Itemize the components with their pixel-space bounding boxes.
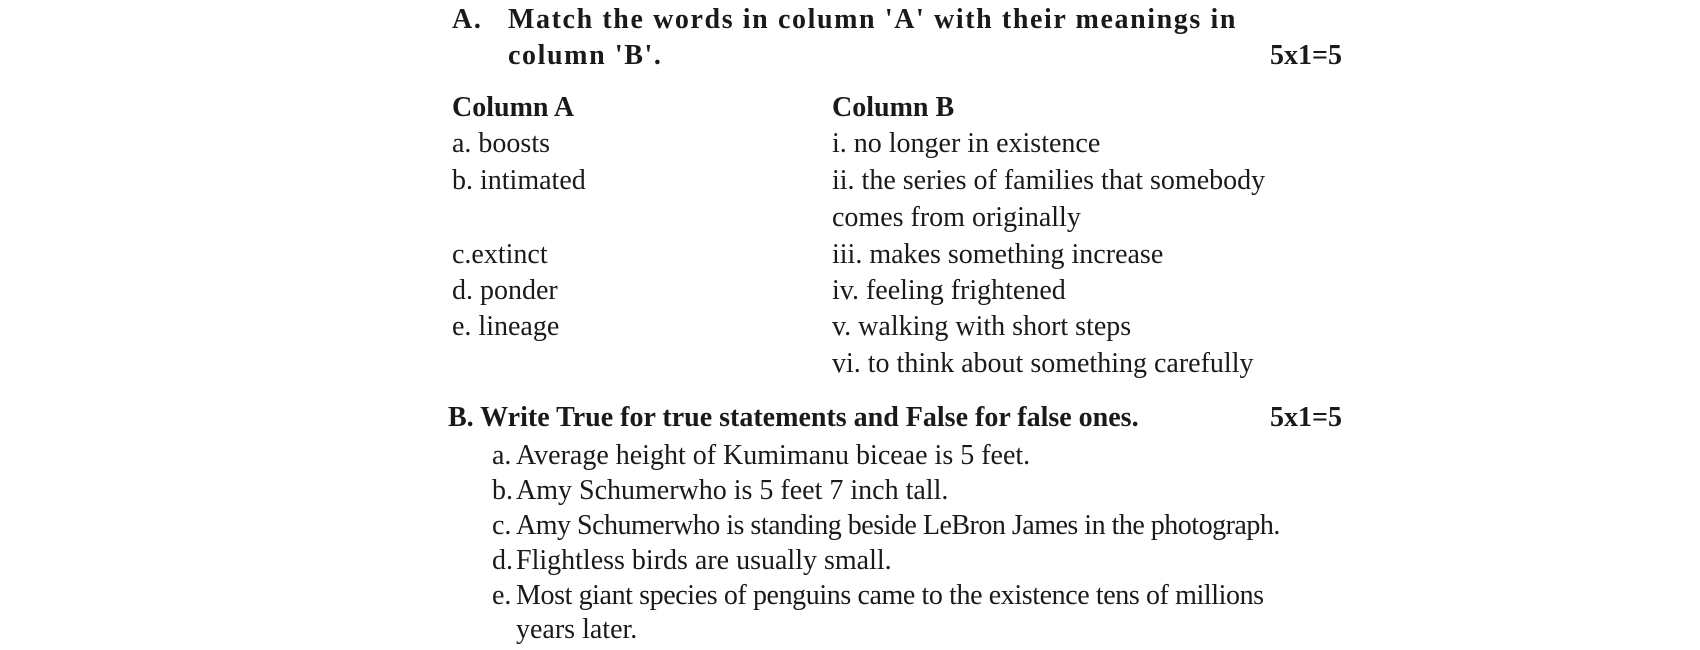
column-a-item: e. lineage xyxy=(452,311,560,342)
statement-label: e. xyxy=(492,580,512,611)
statement-label: a. xyxy=(492,440,512,471)
statement-text-continuation: years later. xyxy=(516,614,638,645)
column-a-header: Column A xyxy=(452,92,575,123)
section-b-marks: 5x1=5 xyxy=(1270,402,1342,433)
section-a-letter: A. xyxy=(452,4,483,35)
statement-text: Flightless birds are usually small. xyxy=(516,545,892,576)
column-b-item-continuation: comes from originally xyxy=(832,202,1081,233)
column-b-item: i. no longer in existence xyxy=(832,128,1101,159)
column-b-item: iii. makes something increase xyxy=(832,239,1164,270)
column-b-item: iv. feeling frightened xyxy=(832,275,1066,306)
column-a-item: c.extinct xyxy=(452,239,548,270)
statement-text: Amy Schumerwho is 5 feet 7 inch tall. xyxy=(516,475,949,506)
column-b-item: vi. to think about something carefully xyxy=(832,348,1254,379)
statement-text: Amy Schumerwho is standing beside LeBron James in the photograph. xyxy=(516,510,1280,541)
statement-label: d. xyxy=(492,545,513,576)
column-a-item: a. boosts xyxy=(452,128,550,159)
section-a-marks: 5x1=5 xyxy=(1270,40,1342,71)
statement-text: Most giant species of penguins came to the existence tens of millions xyxy=(516,580,1264,611)
section-a-instruction-line2: column 'B'. xyxy=(508,40,663,71)
section-a-instruction-line1: Match the words in column 'A' with their meanings in xyxy=(508,4,1238,35)
column-a-item: d. ponder xyxy=(452,275,558,306)
column-b-item: v. walking with short steps xyxy=(832,311,1132,342)
statement-label: c. xyxy=(492,510,512,541)
statement-label: b. xyxy=(492,475,513,506)
statement-text: Average height of Kumimanu biceae is 5 feet. xyxy=(516,440,1031,471)
column-a-item: b. intimated xyxy=(452,165,586,196)
column-b-item: ii. the series of families that somebody xyxy=(832,165,1266,196)
section-b-heading: B. Write True for true statements and False for false ones. xyxy=(448,402,1139,433)
column-b-header: Column B xyxy=(832,92,955,123)
